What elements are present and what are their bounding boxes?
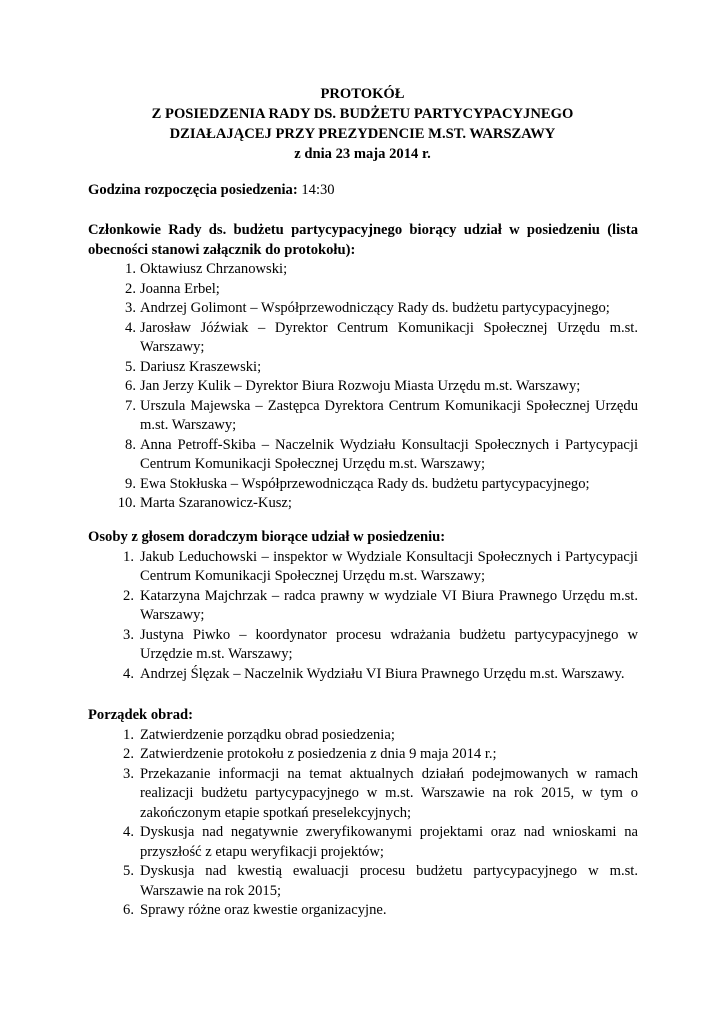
member-list-item (88, 299, 638, 319)
list-item-text: Zatwierdzenie porządku obrad posiedzenia; (140, 726, 395, 743)
document-title (0, 84, 725, 164)
list-item-text: Andrzej Golimont – Współprzewodniczący Rady ds. budżetu partycypacyjnego; (140, 300, 610, 316)
list-item-number: 5. (125, 358, 136, 375)
member-list-item (88, 494, 638, 514)
member-list-item (88, 280, 638, 300)
start-time (88, 181, 638, 201)
advisor-list-item (88, 626, 638, 665)
list-item-text: Marta Szaranowicz-Kusz; (140, 495, 292, 511)
list-item-number: 10. (117, 495, 136, 511)
list-item-text: Jarosław Jóźwiak – Dyrektor Centrum Komunikacji Społecznej Urzędu m.st. Warszawy; (140, 319, 638, 355)
list-item-text: Dyskusja nad kwestią ewaluacji procesu budżetu partycypacyjnego w m.st. Warszawie na rok 2015; (140, 863, 638, 899)
member-list-item (88, 397, 638, 436)
list-item-text: Katarzyna Majchrzak – radca prawny w wydziale VI Biura Prawnego Urzędu m.st. Warszawy; (140, 587, 638, 623)
list-item-number: 1. (123, 726, 134, 743)
agenda-list-item (88, 765, 638, 824)
list-item-number: 6. (123, 902, 134, 918)
list-item-number: 3. (123, 626, 134, 643)
list-item-number: 3. (125, 300, 136, 316)
list-item-number: 9. (125, 475, 136, 492)
member-list-item (88, 436, 638, 475)
list-item-text: Dyskusja nad negatywnie zweryfikowanymi projektami oraz nad wnioskami na przyszłość z etapu weryfikacji projektów; (140, 824, 638, 860)
list-item-number: 2. (123, 746, 134, 762)
list-item-text: Zatwierdzenie protokołu z posiedzenia z dnia 9 maja 2014 r.; (140, 746, 497, 762)
title-line-date: z dnia 23 maja 2014 r. (294, 146, 431, 162)
agenda-heading: Porządek obrad: (88, 707, 193, 723)
list-item-text: Jan Jerzy Kulik – Dyrektor Biura Rozwoju Miasta Urzędu m.st. Warszawy; (140, 378, 581, 394)
agenda-list-item (88, 823, 638, 862)
list-item-text: Ewa Stokłuska – Współprzewodnicząca Rady ds. budżetu partycypacyjnego; (140, 475, 590, 492)
members-heading: Członkowie Rady ds. budżetu partycypacyjnego biorący udział w posiedzeniu (lista obecności stanowi załącznik do protokołu): (88, 222, 638, 258)
agenda-list-item (88, 901, 638, 921)
advisors-list (88, 548, 638, 685)
title-line-council: DZIAŁAJĄCEJ PRZY PREZYDENCIE M.ST. WARSZAWY (169, 126, 556, 142)
member-list-item (88, 377, 638, 397)
list-item-text: Jakub Leduchowski – inspektor w Wydziale Konsultacji Społecznych i Partycypacji Centrum Komunikacji Społecznej Urzędu m.st. Warszawy; (140, 548, 638, 584)
list-item-text: Joanna Erbel; (140, 280, 220, 297)
list-item-number: 6. (125, 378, 136, 394)
list-item-number: 3. (123, 765, 134, 782)
list-item-number: 4. (125, 319, 136, 336)
list-item-number: 2. (125, 280, 136, 297)
advisor-list-item (88, 587, 638, 626)
list-item-text: Andrzej Ślęzak – Naczelnik Wydziału VI Biura Prawnego Urzędu m.st. Warszawy. (140, 665, 625, 682)
list-item-number: 1. (123, 548, 134, 565)
member-list-item (88, 260, 638, 280)
advisors-section (88, 528, 638, 684)
members-list (88, 260, 638, 514)
start-time-value: 14:30 (301, 182, 335, 198)
list-item-number: 4. (123, 824, 134, 840)
list-item-number: 2. (123, 587, 134, 604)
agenda-list (88, 726, 638, 921)
list-item-number: 8. (125, 436, 136, 453)
members-section (88, 221, 638, 514)
list-item-text: Przekazanie informacji na temat aktualnych działań podejmowanych w ramach realizacji budżetu partycypacyjnego w m.st. Warszawie na rok 2015, w tym o zakończonym etapie spotkań preselekcyjnych; (140, 765, 638, 821)
agenda-list-item (88, 862, 638, 901)
list-item-text: Urszula Majewska – Zastępca Dyrektora Centrum Komunikacji Społecznej Urzędu m.st. Warszawy; (140, 397, 638, 433)
list-item-number: 5. (123, 863, 134, 879)
member-list-item (88, 358, 638, 378)
list-item-text: Anna Petroff-Skiba – Naczelnik Wydziału Konsultacji Społecznych i Partycypacji Centrum Komunikacji Społecznej Urzędu m.st. Warszawy; (140, 436, 638, 472)
list-item-text: Dariusz Kraszewski; (140, 358, 262, 375)
title-line-meeting: Z POSIEDZENIA RADY DS. BUDŻETU PARTYCYPACYJNEGO (151, 106, 574, 122)
title-line-protocol: PROTOKÓŁ (320, 86, 405, 102)
list-item-text: Oktawiusz Chrzanowski; (140, 261, 288, 277)
start-time-label: Godzina rozpoczęcia posiedzenia: (88, 182, 298, 198)
advisor-list-item (88, 548, 638, 587)
agenda-list-item (88, 726, 638, 746)
agenda-list-item (88, 745, 638, 765)
list-item-number: 4. (123, 665, 134, 682)
advisors-heading: Osoby z głosem doradczym biorące udział w posiedzeniu: (88, 529, 446, 545)
list-item-number: 1. (125, 261, 136, 277)
list-item-text: Sprawy różne oraz kwestie organizacyjne. (140, 902, 387, 918)
advisor-list-item (88, 665, 638, 685)
member-list-item (88, 475, 638, 495)
list-item-number: 7. (125, 397, 136, 414)
list-item-text: Justyna Piwko – koordynator procesu wdrażania budżetu partycypacyjnego w Urzędzie m.st. Warszawy; (140, 626, 638, 662)
agenda-section (88, 706, 638, 921)
member-list-item (88, 319, 638, 358)
